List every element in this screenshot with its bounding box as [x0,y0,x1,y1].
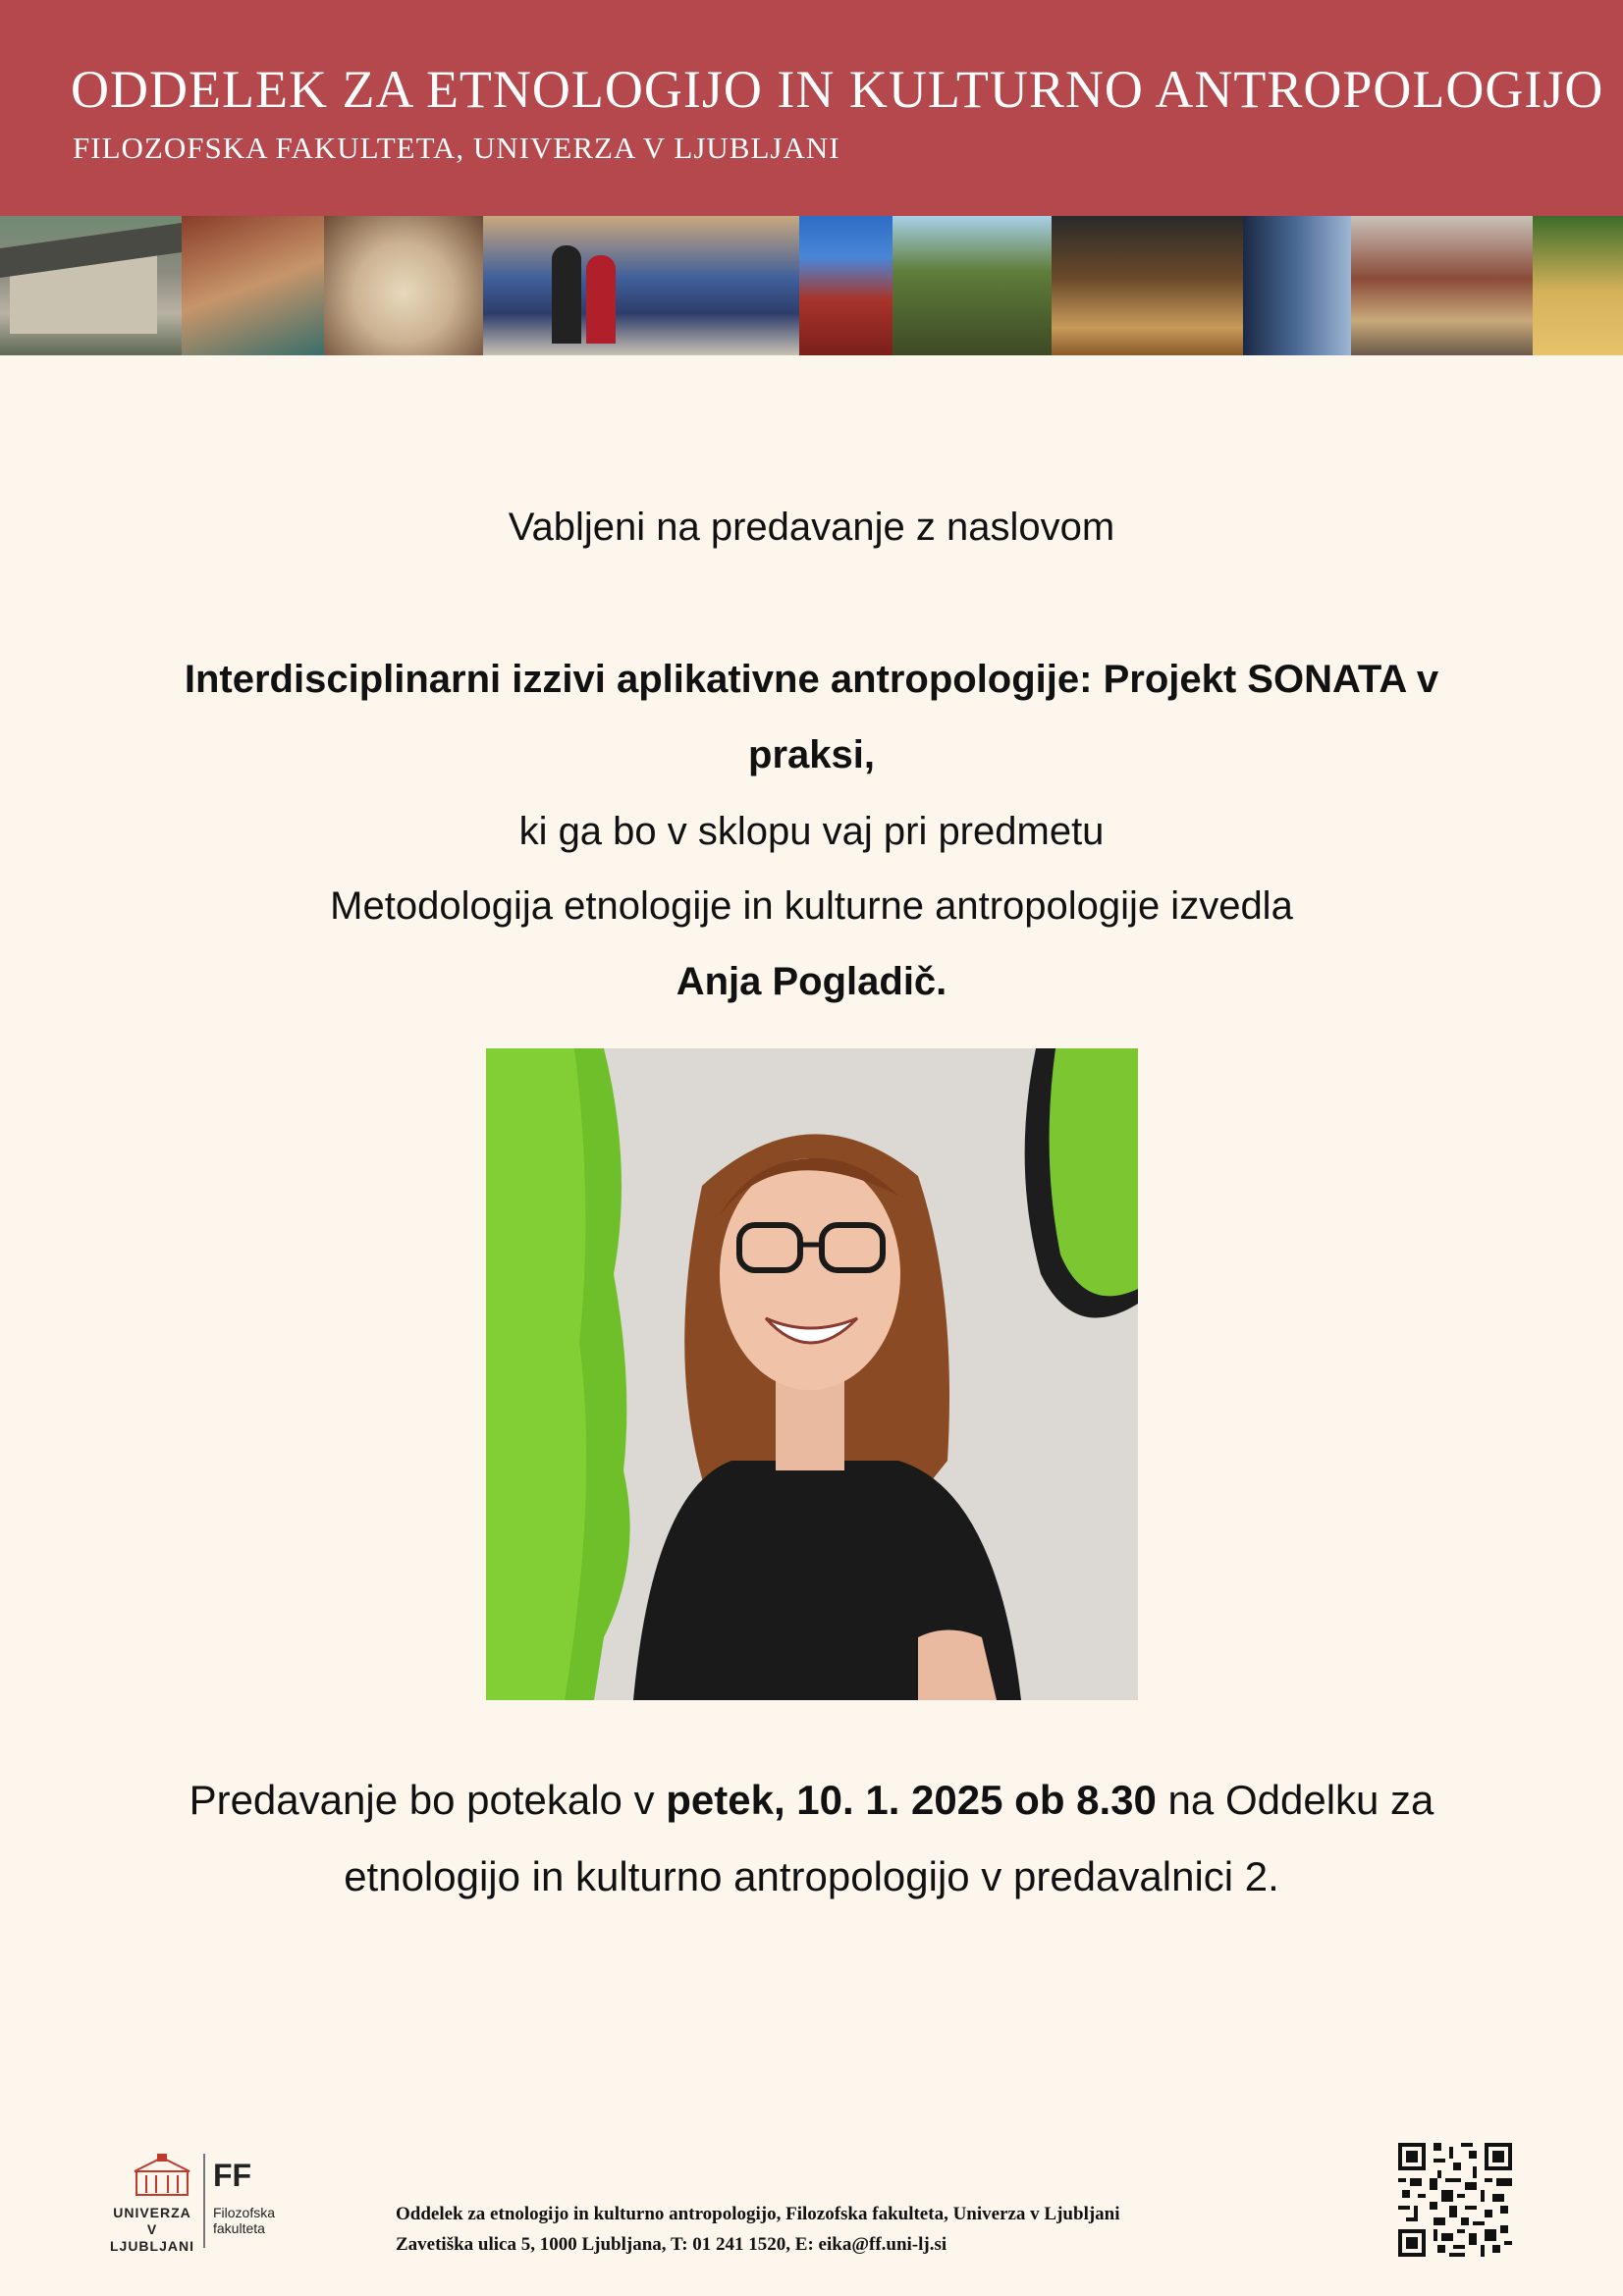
collage-photo-dance [483,216,799,355]
logo-ff: FF [213,2158,252,2193]
footer-address-line1: Oddelek za etnologijo in kulturno antropologijo, Filozofska fakulteta, Univerza v Ljubljani [396,2204,1120,2224]
collage-photo-market [1052,216,1243,355]
collage-photo-building [1243,216,1351,355]
collage-photo-roof [799,216,893,355]
lecture-datetime: petek, 10. 1. 2025 ob 8.30 [666,1777,1157,1823]
collage-photo-house [0,216,182,355]
speaker-portrait [486,1048,1138,1700]
collage-photo-fish-market [1351,216,1533,355]
footer-contact-line2: Zavetiška ulica 5, 1000 Ljubljana, T: 01 241 1520, E: eika@ff.uni-lj.si [396,2234,947,2255]
course-name: Metodologija etnologije in kulturne antropologije izvedla [330,884,1293,928]
university-emblem-icon [133,2154,191,2199]
lecture-title-line1: Interdisciplinarni izzivi aplikativne antropologije: Projekt SONATA v [184,658,1439,701]
logo-fac-line2: fakulteta [213,2220,265,2236]
photo-collage-strip [0,216,1623,355]
details-suffix: na Oddelku za [1156,1777,1434,1823]
logo-univ-line2: V LJUBLJANI [109,2221,194,2254]
logo-fac-line1: Filozofska [213,2205,276,2220]
logo-divider [203,2154,205,2248]
header-banner [0,0,1623,216]
department-title: ODDELEK ZA ETNOLOGIJO IN KULTURNO ANTROPOLOGIJO [71,60,1604,119]
lecture-details-line1 [0,1777,1623,1824]
speaker-name: Anja Pogladič. [676,960,947,1003]
qr-code-icon [1398,2143,1512,2257]
collage-photo-mask [893,216,1052,355]
collage-photo-cheese [1533,216,1623,355]
collage-photo-food [324,216,483,355]
lecture-title-line2: praksi, [748,733,875,776]
lecture-details-line2: etnologijo in kulturno antropologijo v predavalnici 2. [344,1853,1279,1899]
collage-photo-people [182,216,324,355]
portrait-illustration [486,1048,1138,1700]
course-intro: ki ga bo v sklopu vaj pri predmetu [518,810,1105,853]
faculty-subtitle: FILOZOFSKA FAKULTETA, UNIVERZA V LJUBLJANI [73,131,840,165]
footer-address [396,2199,1120,2260]
logo-univ-line1: UNIVERZA [113,2205,191,2220]
university-logo [103,2150,280,2254]
invite-text: Vabljeni na predavanje z naslovom [508,506,1115,549]
details-prefix: Predavanje bo potekalo v [189,1777,667,1823]
